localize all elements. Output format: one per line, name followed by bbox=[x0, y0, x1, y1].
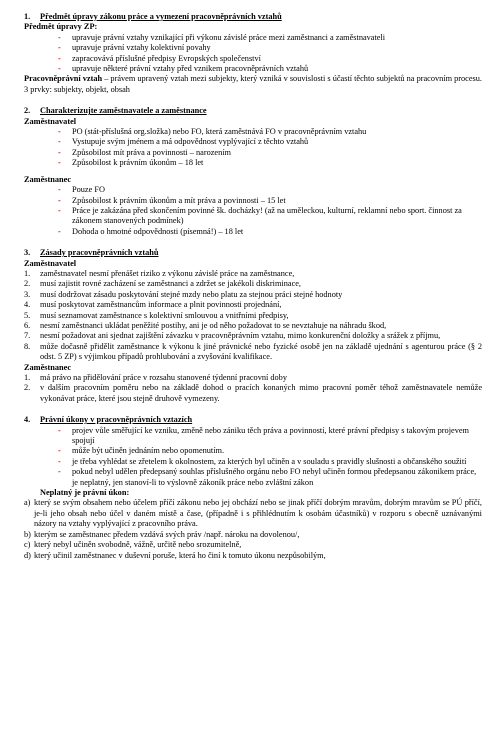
s1-subheading: Předmět úpravy ZP: bbox=[24, 22, 98, 32]
s3-subheading-employee: Zaměstnanec bbox=[24, 362, 72, 372]
item-text: může dočasně přidělit zaměstnance k výkonu k jiné právnické nebo fyzické osobě jen na základě ujednání s agenturou práce (§ 2 odst. 5 ZP) s výjimkou případů prohlubování a zvyšování kvalifikace. bbox=[40, 341, 482, 362]
section-title-text: Právní úkony v pracovněprávních vztazích bbox=[40, 415, 193, 425]
item-letter: d) bbox=[24, 550, 31, 560]
item-text: musí seznamovat zaměstnance s kolektivní smlouvou a vnitřními předpisy, bbox=[40, 310, 289, 320]
section-3-title bbox=[24, 248, 482, 258]
section-title-text: Charakterizujte zaměstnavatele a zaměstnance bbox=[40, 106, 207, 116]
list-item: - Způsobilost mít práva a povinnosti – narozením bbox=[58, 148, 482, 158]
item-text: musí poskytovat zaměstnancům informace a plnit povinnosti projednání, bbox=[40, 300, 282, 310]
section-title-text: Zásady pracovněprávních vztahů bbox=[40, 248, 159, 258]
item-text: který učinil zaměstnanec v duševní poruše, která ho činí k tomuto úkonu nezpůsobilým, bbox=[34, 550, 326, 560]
s4-list bbox=[24, 426, 482, 488]
section-number: 1. bbox=[24, 12, 31, 21]
list-item: - PO (stát-příslušná org.složka) nebo FO, která zaměstnává FO v pracovněprávním vztahu bbox=[58, 127, 482, 137]
item-text: nesmí požadovat ani sjednat zajištění závazku v pracovněprávním vztahu, mimo konkurenční doložky a srážek z příjmu, bbox=[40, 331, 441, 341]
definition-term: Pracovněprávní vztah bbox=[24, 74, 103, 84]
numbered-item bbox=[24, 269, 482, 279]
item-text: který nebyl učiněn svobodně, vážně, určitě nebo srozumitelně, bbox=[34, 540, 242, 550]
section-1-title bbox=[24, 12, 482, 22]
list-item: - zapracovává příslušné předpisy Evropských společenství bbox=[58, 54, 482, 64]
item-number: 6. bbox=[24, 320, 31, 330]
numbered-item bbox=[24, 300, 482, 310]
item-number: 1. bbox=[24, 268, 31, 278]
numbered-item bbox=[24, 342, 482, 363]
numbered-item bbox=[24, 373, 482, 383]
item-text: zaměstnavatel nesmí přenášet riziko z výkonu závislé práce na zaměstnance, bbox=[40, 268, 295, 278]
item-letter: c) bbox=[24, 540, 31, 550]
item-number: 7. bbox=[24, 331, 31, 341]
s2-subheading-employee: Zaměstnanec bbox=[24, 174, 72, 184]
numbered-item bbox=[24, 321, 482, 331]
list-item: - upravuje právní vztahy vznikající při výkonu závislé práce mezi zaměstnanci a zaměstnavateli bbox=[58, 33, 482, 43]
letter-item bbox=[24, 530, 482, 540]
section-number: 3. bbox=[24, 248, 31, 258]
section-title-text: Předmět úpravy zákonu práce a vymezení pracovněprávních vztahů bbox=[40, 12, 282, 21]
item-text: nesmí zaměstnanci ukládat peněžité postihy, ani je od něho požadovat to se nevztahuje na náhradu škod, bbox=[40, 320, 387, 330]
item-text: v dalším pracovním poměru nebo na základě dohod o pracích konaných mimo pracovní poměr téhož zaměstnavatele nemůže vykonávat práce, které jsou stejně druhově vymezeny. bbox=[40, 383, 482, 403]
section-number: 2. bbox=[24, 106, 31, 116]
item-number: 2. bbox=[24, 279, 31, 289]
s1-list bbox=[24, 33, 482, 75]
definition-text: – právem upravený vztah mezi subjekty, který vzniká v souvislosti s účastí těchto subjektů na pracovním procesu. bbox=[102, 74, 482, 84]
s1-definition bbox=[24, 74, 482, 84]
list-item: - Pouze FO bbox=[58, 185, 482, 195]
list-item: - je třeba vyhlédat se zřetelem k okolnostem, za kterých byl učiněn a v souladu s pravidly slušnosti a občanského soužití bbox=[58, 457, 482, 467]
item-text: musí zajistit rovné zacházení se zaměstnanci a zdržet se jakékoli diskriminace, bbox=[40, 279, 302, 289]
section-number: 4. bbox=[24, 415, 31, 425]
letter-item bbox=[24, 498, 482, 529]
list-item: - Vystupuje svým jménem a má odpovědnost vyplývající z těchto vztahů bbox=[58, 137, 482, 147]
list-item: - Způsobilost k právním úkonům a mít práva a povinnosti – 15 let bbox=[58, 196, 482, 206]
letter-item bbox=[24, 551, 482, 561]
list-item: - upravuje některé právní vztahy před vznikem pracovněprávních vztahů bbox=[58, 64, 482, 74]
s4-invalid-heading: Neplatný je právní úkon: bbox=[40, 488, 130, 498]
item-number: 1. bbox=[24, 373, 31, 382]
s3-subheading-employer: Zaměstnavatel bbox=[24, 258, 77, 268]
list-item: - Dohoda o hmotné odpovědnosti (písemná!) – 18 let bbox=[58, 227, 482, 237]
section-4-title bbox=[24, 415, 482, 425]
item-number: 5. bbox=[24, 310, 31, 320]
numbered-item bbox=[24, 290, 482, 300]
s3-employer-list bbox=[24, 269, 482, 363]
item-number: 2. bbox=[24, 383, 31, 393]
item-number: 4. bbox=[24, 300, 31, 310]
s2-subheading-employer: Zaměstnavatel bbox=[24, 116, 77, 126]
s2-employee-list bbox=[24, 185, 482, 237]
numbered-item bbox=[24, 331, 482, 341]
item-letter: b) bbox=[24, 529, 31, 539]
list-item: - Způsobilost k právním úkonům – 18 let bbox=[58, 158, 482, 168]
item-text: má právo na přidělování práce v rozsahu stanovené týdenní pracovní doby bbox=[40, 373, 287, 382]
list-item: - může být učiněn jednáním nebo opomenutím. bbox=[58, 446, 482, 456]
list-item: - Práce je zakázána před skončením povinné šk. docházky! (až na uměleckou, kulturní, reklamní nebo sport. činnost za zákonem stanovených podmínek) bbox=[58, 206, 482, 227]
item-text: musí dodržovat zásadu poskytování stejné mzdy nebo platu za stejnou práci stejné hodnoty bbox=[40, 289, 343, 299]
numbered-item bbox=[24, 383, 482, 404]
item-number: 8. bbox=[24, 341, 31, 351]
item-letter: a) bbox=[24, 498, 31, 508]
item-text: kterým se zaměstnanec předem vzdává svých práv /např. nároku na dovolenou/, bbox=[34, 529, 300, 539]
numbered-item bbox=[24, 279, 482, 289]
s3-employee-list bbox=[24, 373, 482, 404]
item-number: 3. bbox=[24, 289, 31, 299]
s4-letter-list bbox=[24, 498, 482, 560]
list-item: - upravuje právní vztahy kolektivní povahy bbox=[58, 43, 482, 53]
item-text: který se svým obsahem nebo účelem příčí zákonu nebo jej obchází nebo se jinak příčí dobrým mravům, dobrým mravům se PÚ příčí, je-li jeho obsah nebo účel v daném místě a čase, (případně i s přihlédnutím k osobám účastníků) v rozporu s obecně uznávanými názory na vztahy vyplývající z pracovního práva. bbox=[34, 498, 482, 529]
numbered-item bbox=[24, 311, 482, 321]
list-item: - projev vůle směřující ke vzniku, změně nebo zániku těch práva a povinností, které právní předpisy s takovým projevem spojují bbox=[58, 426, 482, 447]
list-item: - pokud nebyl udělen předepsaný souhlas příslušného orgánu nebo FO nebyl učiněn formou předepsanou zákonikem práce, je neplatný, jen stanoví-li to výslovně zákoník práce nebo zvláštní zákon bbox=[58, 467, 482, 488]
section-2-title bbox=[24, 106, 482, 116]
s2-employer-list bbox=[24, 127, 482, 169]
s1-prvky: 3 prvky: subjekty, objekt, obsah bbox=[24, 84, 130, 94]
letter-item bbox=[24, 540, 482, 550]
